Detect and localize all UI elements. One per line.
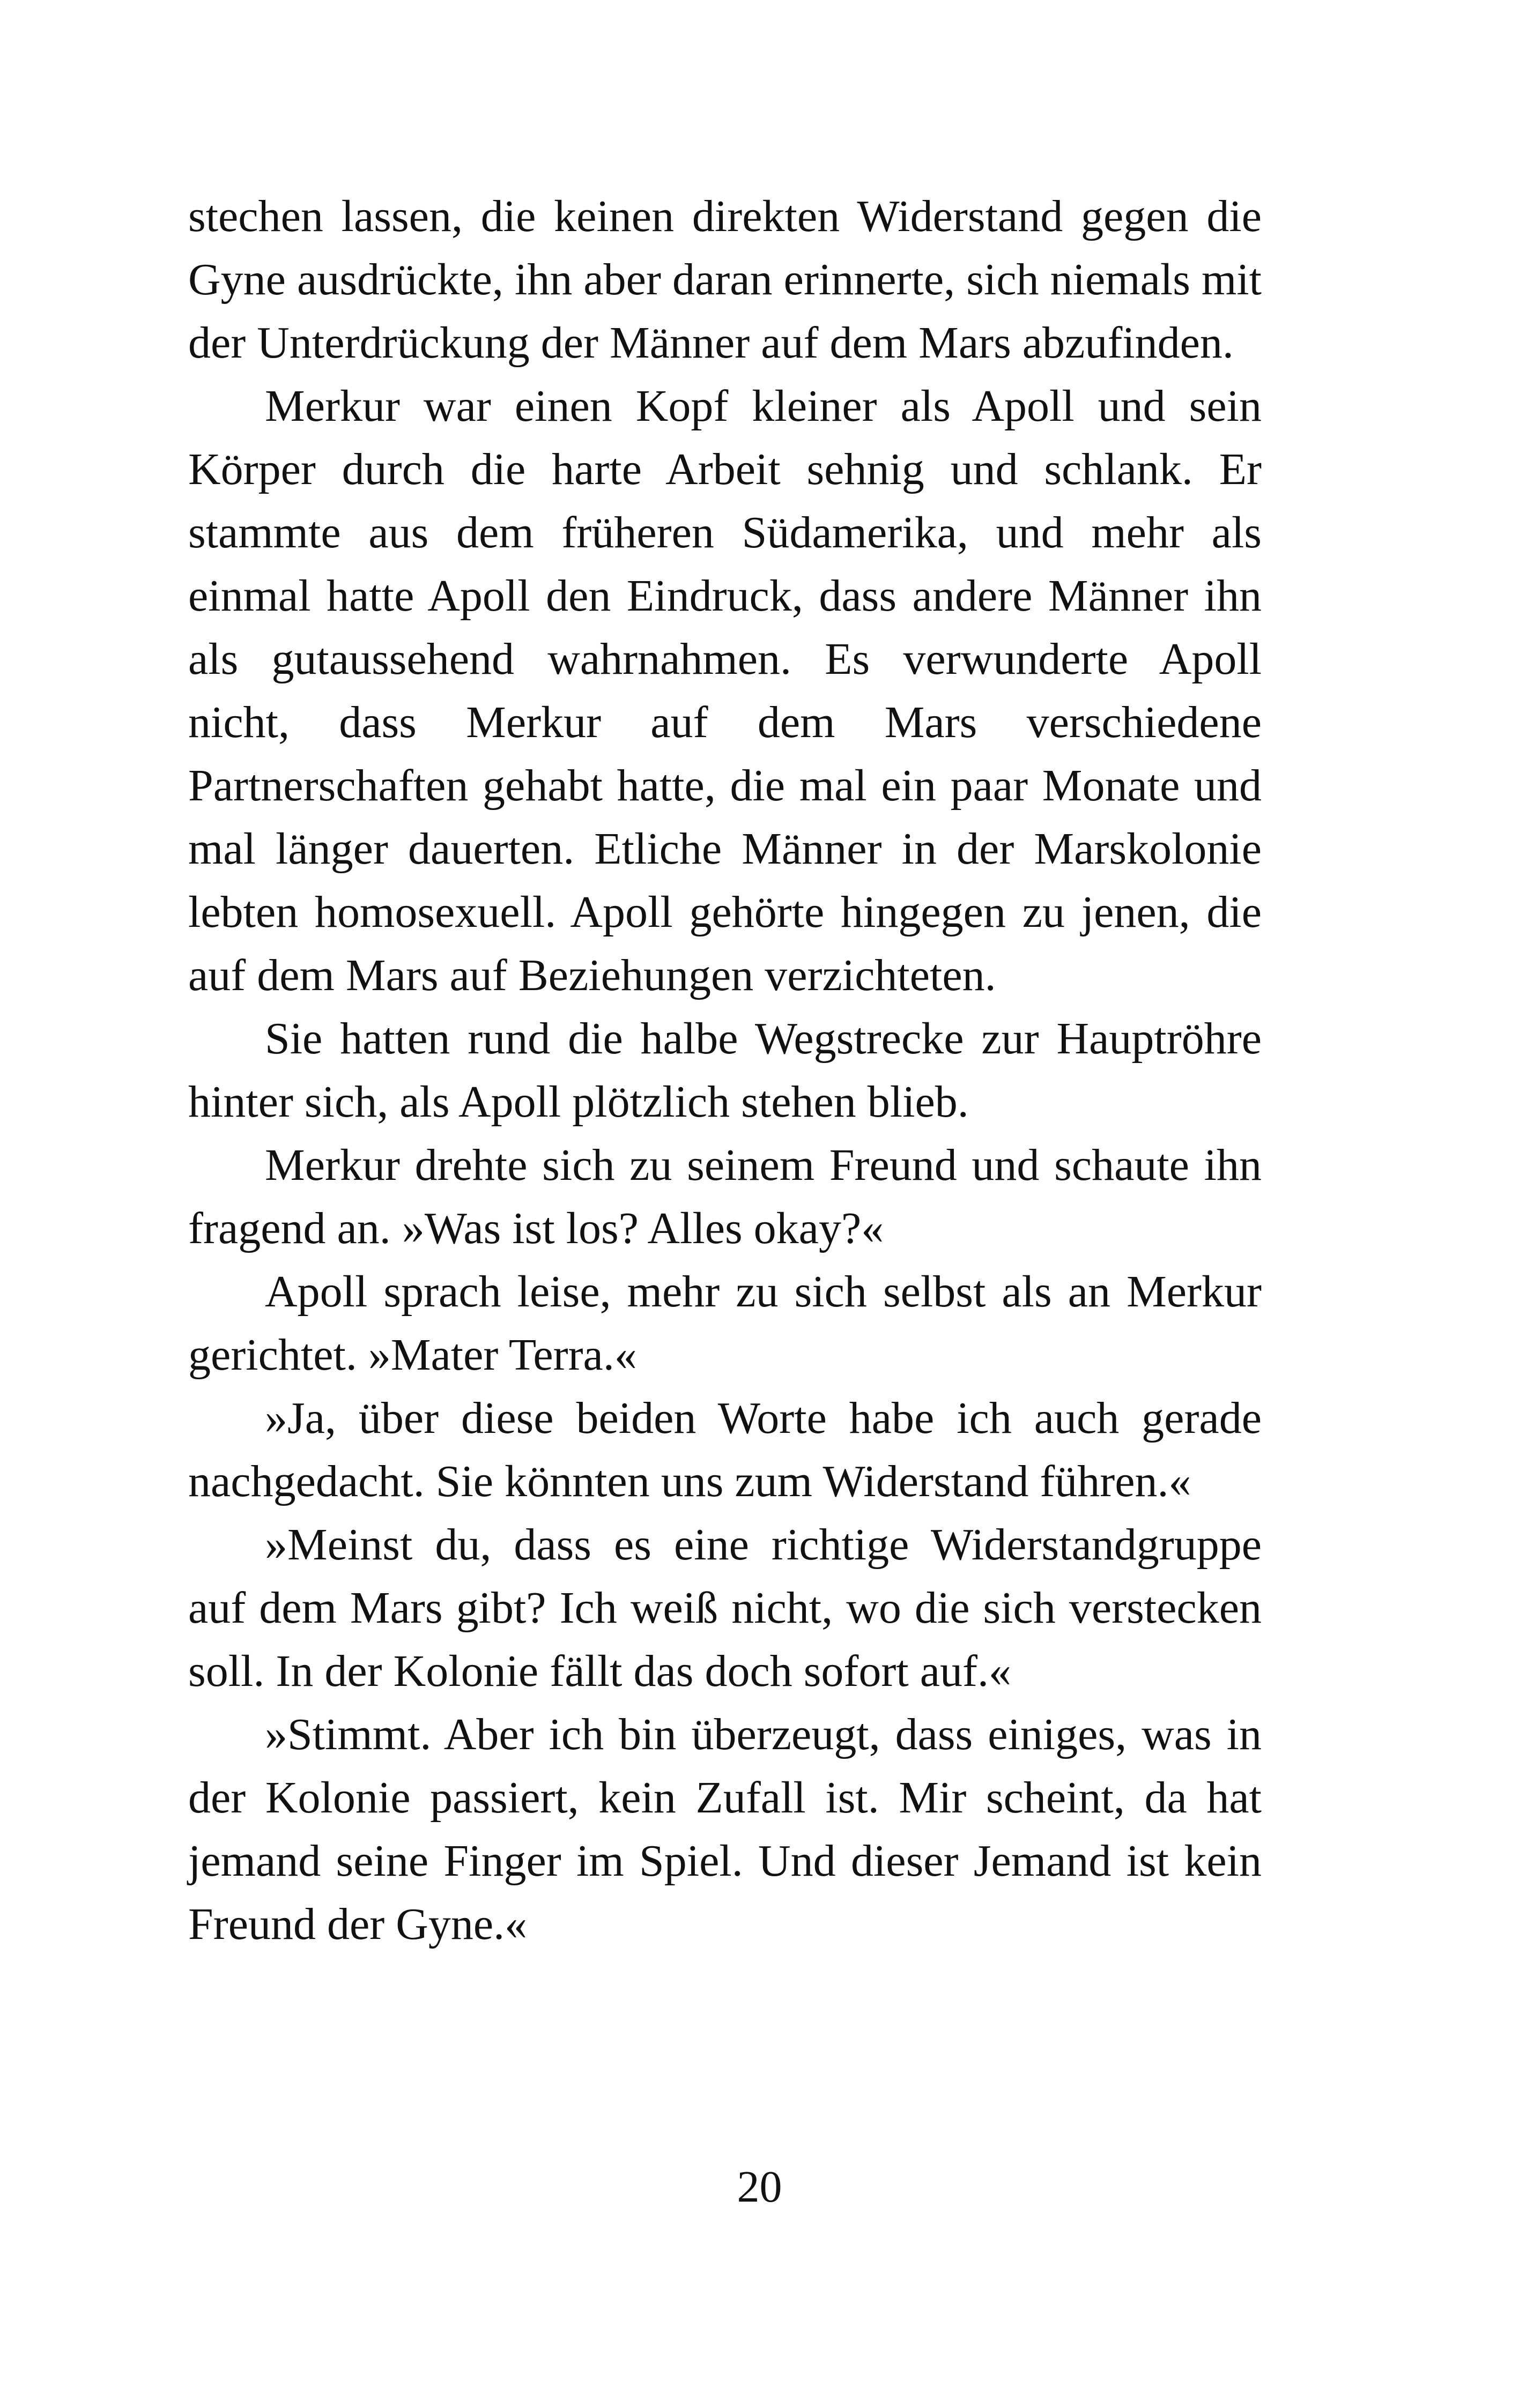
paragraph-2: Merkur war einen Kopf kleiner als Apoll und sein Körper durch die harte Arbeit sehnig und schlank. Er stammte aus dem früheren Südamerika, und mehr als einmal hatte Apoll den Eindruck, dass andere Männer ihn als gutaussehend wahrnahmen. Es verwunderte Apoll nicht, dass Merkur auf dem Mars verschiedene Partnerschaften gehabt hatte, die mal ein paar Monate und mal länger dauerten. Etliche Männer in der Marskolonie lebten homosexuell. Apoll gehörte hingegen zu jenen, die auf dem Mars auf Beziehungen verzichteten. <box>188 381 1262 1000</box>
paragraph-5: Apoll sprach leise, mehr zu sich selbst als an Merkur gerichtet. »Mater Terra.« <box>188 1267 1262 1380</box>
paragraph-7: »Meinst du, dass es eine richtige Widerstandgruppe auf dem Mars gibt? Ich weiß nicht, wo die sich verstecken soll. In der Kolonie fällt das doch sofort auf.« <box>188 1520 1262 1696</box>
paragraph-8: »Stimmt. Aber ich bin überzeugt, dass einiges, was in der Kolonie passiert, kein Zufall ist. Mir scheint, da hat jemand seine Finger im Spiel. Und dieser Jemand ist kein Freund der Gyne.« <box>188 1710 1262 1949</box>
body-text <box>188 185 1262 1956</box>
paragraph-3: Sie hatten rund die halbe Wegstrecke zur Hauptröhre hinter sich, als Apoll plötzlich stehen blieb. <box>188 1014 1262 1127</box>
paragraph-4: Merkur drehte sich zu seinem Freund und schaute ihn fragend an. »Was ist los? Alles okay?« <box>188 1140 1262 1253</box>
paragraph-1: stechen lassen, die keinen direkten Widerstand gegen die Gyne ausdrückte, ihn aber daran erinnerte, sich niemals mit der Unterdrückung der Männer auf dem Mars abzufinden. <box>188 191 1262 368</box>
page-number: 20 <box>737 2162 782 2212</box>
paragraph-6: »Ja, über diese beiden Worte habe ich auch gerade nachgedacht. Sie könnten uns zum Widerstand führen.« <box>188 1393 1262 1506</box>
